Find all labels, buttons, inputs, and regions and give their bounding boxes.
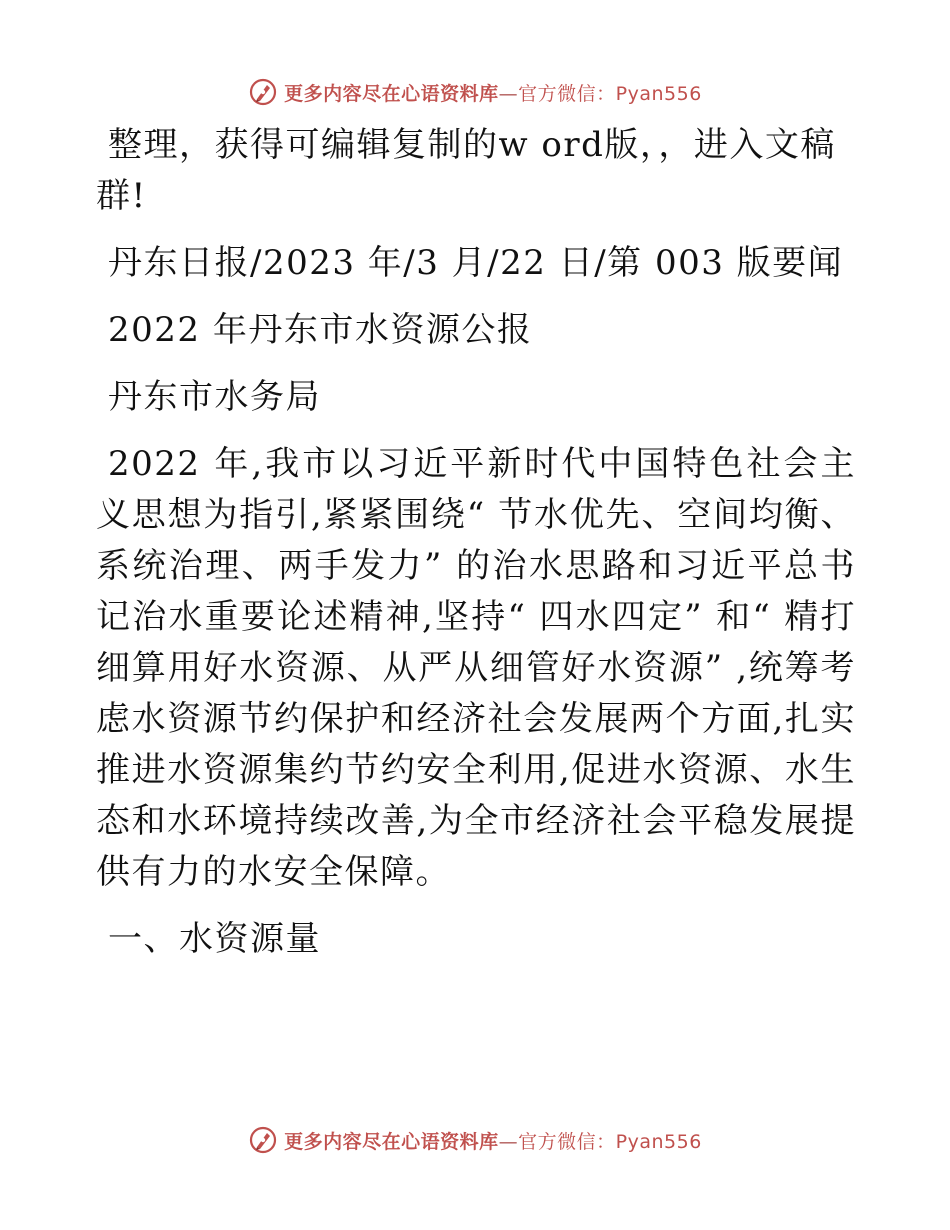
document-title: 2022 年丹东市水资源公报 xyxy=(108,310,533,350)
watermark-separator: — xyxy=(498,82,519,105)
watermark-right: 官方微信：Pyan556 xyxy=(518,82,702,105)
watermark-separator: — xyxy=(498,1130,519,1153)
pen-logo-icon xyxy=(248,77,278,107)
pen-logo-icon xyxy=(248,1125,278,1155)
watermark-left: 更多内容尽在心语资料库 xyxy=(284,82,499,105)
footer-watermark xyxy=(0,1120,950,1160)
watermark-text xyxy=(284,79,702,106)
section-heading: 一、水资源量 xyxy=(108,919,321,959)
author-line: 丹东市水务局 xyxy=(108,377,321,417)
header-watermark xyxy=(0,72,950,112)
document-content xyxy=(96,120,856,981)
body-paragraph: 2022 年,我市以习近平新时代中国特色社会主义思想为指引,紧紧围绕“ 节水优先、空间均衡、系统治理、两手发力” 的治水思路和习近平总书记治水重要论述精神,坚持“ 四水四定” 和“ 精打细算用好水资源、从严从细管好水资源” ,统筹考虑水资源节约保护和经济社会发展两个方面,扎实推进水资源集约节约安全利用,促进水资源、水生态和水环境持续改善,为全市经济社会平稳发展提供有力的水安全保障。 xyxy=(96,444,856,892)
watermark-right: 官方微信：Pyan556 xyxy=(518,1130,702,1153)
watermark-left: 更多内容尽在心语资料库 xyxy=(284,1130,499,1153)
source-line: 丹东日报/2023 年/3 月/22 日/第 003 版要闻 xyxy=(108,243,844,283)
watermark-text xyxy=(284,1127,702,1154)
intro-paragraph: 整理，获得可编辑复制的w ord版，，进入文稿群! xyxy=(96,125,836,216)
